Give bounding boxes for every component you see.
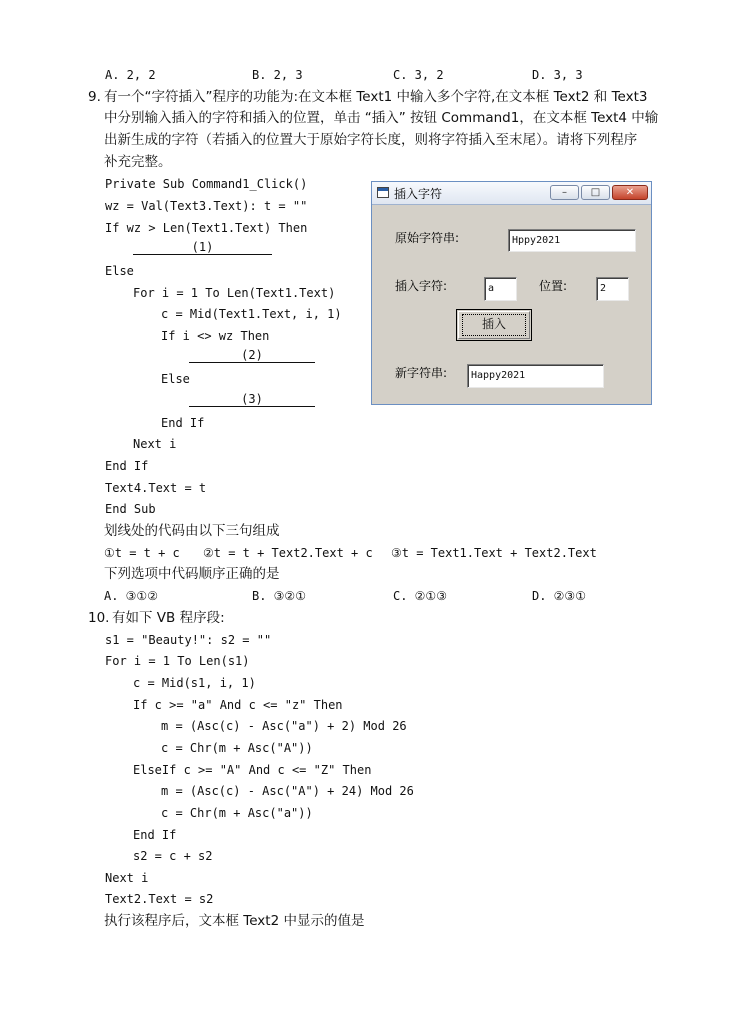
q9-stem-line1: 有一个“字符插入”程序的功能为:在文本框 Text1 中输入多个字符,在文本框 Text2 和 Text3 <box>104 89 648 105</box>
insert-char-input[interactable]: a <box>484 277 517 301</box>
prev-option-a: A. 2, 2 <box>105 68 156 82</box>
q9-code-line: wz = Val(Text3.Text): t = "" <box>105 199 308 213</box>
q10-stem: 有如下 VB 程序段: <box>112 610 225 626</box>
q10-code-line: If c >= "a" And c <= "z" Then <box>133 698 343 712</box>
q9-number: 9. <box>88 89 101 105</box>
q9-statement-3: ③t = Text1.Text + Text2.Text <box>391 546 597 560</box>
new-string-label: 新字符串: <box>395 366 448 380</box>
q10-code-line: m = (Asc(c) - Asc("A") + 24) Mod 26 <box>161 784 414 798</box>
q10-code-line: s2 = c + s2 <box>133 849 213 863</box>
q9-statement-1: ①t = t + c <box>104 546 180 560</box>
q10-code-line: m = (Asc(c) - Asc("a") + 2) Mod 26 <box>161 719 407 733</box>
q10-number: 10. <box>88 610 110 626</box>
q9-blank-3: (3) <box>189 392 315 407</box>
insert-char-label: 插入字符: <box>395 279 448 293</box>
q10-code-line: ElseIf c >= "A" And c <= "Z" Then <box>133 763 372 777</box>
insert-button[interactable] <box>456 309 532 341</box>
q9-code-line: Next i <box>133 437 177 451</box>
q9-option-a: A. ③①② <box>104 589 158 603</box>
prev-option-c: C. 3, 2 <box>393 68 444 82</box>
insert-char-window <box>371 181 652 405</box>
insert-button-label: 插入 <box>462 314 526 336</box>
minimize-icon[interactable]: – <box>550 185 579 200</box>
q9-stem-line3: 出新生成的字符（若插入的位置大于原始字符长度，则将字符插入至末尾）。请将下列程序 <box>104 132 638 148</box>
q10-code-line: Text2.Text = s2 <box>105 892 214 906</box>
q9-option-d: D. ②③① <box>532 589 586 603</box>
close-icon[interactable]: ✕ <box>612 185 648 200</box>
window-icon <box>377 187 389 198</box>
q9-code-line: End If <box>161 416 205 430</box>
q9-ask: 下列选项中代码顺序正确的是 <box>104 566 280 582</box>
q10-code-line: c = Chr(m + Asc("a")) <box>161 806 313 820</box>
q10-code-line: For i = 1 To Len(s1) <box>105 654 250 668</box>
q9-option-c: C. ②①③ <box>393 589 447 603</box>
q9-code-line: For i = 1 To Len(Text1.Text) <box>133 286 336 300</box>
q9-blank-2: (2) <box>189 348 315 363</box>
q10-code-line: c = Chr(m + Asc("A")) <box>161 741 313 755</box>
position-input[interactable]: 2 <box>596 277 629 301</box>
q10-code-line: Next i <box>105 871 149 885</box>
q10-code-line: s1 = "Beauty!": s2 = "" <box>105 633 272 647</box>
q9-code-line: c = Mid(Text1.Text, i, 1) <box>161 307 342 321</box>
window-titlebar <box>372 182 651 205</box>
q9-blank-1: (1) <box>133 240 272 255</box>
q9-statement-2: ②t = t + Text2.Text + c <box>203 546 373 560</box>
q9-code-line: End Sub <box>105 502 156 516</box>
new-string-output[interactable]: Happy2021 <box>467 364 604 388</box>
q9-option-b: B. ③②① <box>252 589 306 603</box>
prev-option-d: D. 3, 3 <box>532 68 583 82</box>
q9-code-line: Text4.Text = t <box>105 481 207 495</box>
q9-stem-line2: 中分别输入插入的字符和插入的位置，单击 “插入” 按钮 Command1，在文本框 Text4 中输 <box>104 110 659 126</box>
window-title: 插入字符 <box>394 187 443 201</box>
q9-code-line: If wz > Len(Text1.Text) Then <box>105 221 308 235</box>
maximize-icon[interactable]: □ <box>581 185 610 200</box>
q10-ask: 执行该程序后，文本框 Text2 中显示的值是 <box>104 913 365 929</box>
q9-note: 划线处的代码由以下三句组成 <box>104 523 280 539</box>
q9-code-line: Else <box>161 372 190 386</box>
q9-code-line: If i <> wz Then <box>161 329 270 343</box>
q9-stem-line4: 补充完整。 <box>104 154 172 170</box>
position-label: 位置: <box>539 279 568 293</box>
q10-code-line: c = Mid(s1, i, 1) <box>133 676 256 690</box>
q10-code-line: End If <box>133 828 177 842</box>
q9-code-line: Else <box>105 264 134 278</box>
orig-string-input[interactable]: Hppy2021 <box>508 229 636 252</box>
q9-code-line: Private Sub Command1_Click() <box>105 177 308 191</box>
orig-string-label: 原始字符串: <box>395 231 460 245</box>
prev-option-b: B. 2, 3 <box>252 68 303 82</box>
q9-code-line: End If <box>105 459 149 473</box>
